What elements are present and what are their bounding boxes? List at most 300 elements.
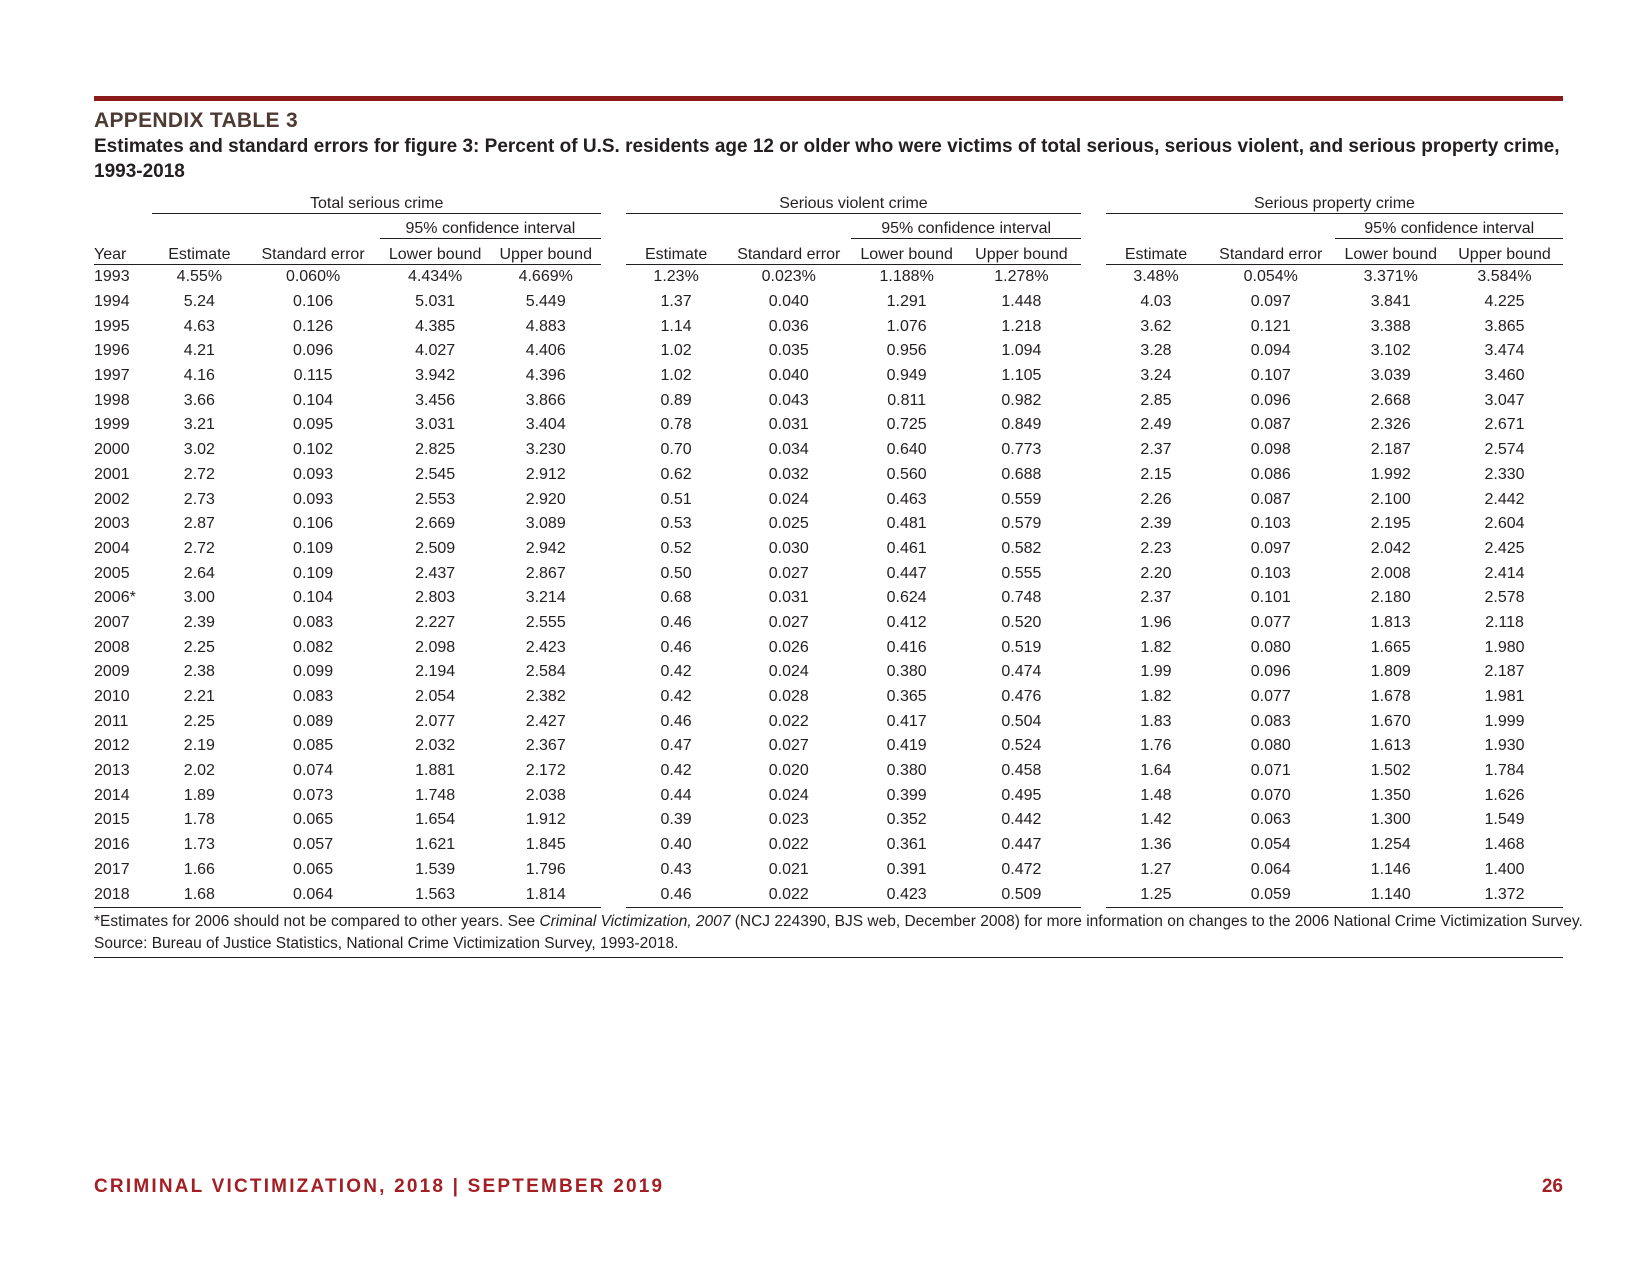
- value-cell: 2.38: [183, 663, 215, 681]
- value-cell: 0.065: [293, 860, 334, 878]
- value-cell: 0.064: [1250, 860, 1291, 878]
- value-cell: 1.218: [1001, 317, 1042, 335]
- value-cell: 1.25: [1106, 882, 1206, 907]
- value-cell: 3.00: [183, 589, 215, 607]
- value-cell: 1.291: [886, 293, 927, 311]
- value-cell: 0.52: [660, 539, 692, 557]
- value-cell: 0.391: [886, 860, 927, 878]
- value-cell: 0.417: [886, 712, 927, 730]
- column-header-estimate: Estimate: [626, 239, 726, 265]
- value-cell: 2.054: [415, 688, 456, 706]
- value-cell: 1.372: [1446, 882, 1563, 907]
- value-cell: 0.106: [293, 515, 334, 533]
- page: [94, 96, 1583, 958]
- value-cell: 1.82: [1140, 638, 1172, 656]
- value-cell: 2.37: [1140, 441, 1172, 459]
- value-cell: 0.365: [886, 688, 927, 706]
- value-cell: 0.022: [726, 882, 851, 907]
- value-cell: 3.404: [525, 416, 566, 434]
- value-cell: 4.434%: [408, 268, 463, 286]
- value-cell: 0.023%: [761, 268, 816, 286]
- value-cell: 2.555: [525, 613, 566, 631]
- value-cell: 0.107: [1250, 367, 1291, 385]
- value-cell: 0.024: [768, 490, 809, 508]
- footnote: *Estimates for 2006 should not be compared to other years. See Criminal Victimization, 2007 (NCJ 224390, BJS web, December 2008) for more information on changes to the 2006 National Crime Victimization Survey.: [94, 912, 1583, 930]
- value-cell: 2.02: [183, 762, 215, 780]
- value-cell: 2.187: [1370, 441, 1411, 459]
- value-cell: 2.25: [183, 712, 215, 730]
- value-cell: 0.51: [660, 490, 692, 508]
- source-note: Source: Bureau of Justice Statistics, National Crime Victimization Survey, 1993-2018.: [94, 934, 679, 952]
- value-cell: 1.278%: [994, 268, 1049, 286]
- value-cell: 0.474: [1001, 663, 1042, 681]
- value-cell: 2.867: [525, 564, 566, 582]
- table-row: [94, 512, 1563, 537]
- value-cell: 1.14: [660, 317, 692, 335]
- value-cell: 1.654: [415, 811, 456, 829]
- table-row: [94, 635, 1563, 660]
- value-cell: 2.437: [415, 564, 456, 582]
- value-cell: 1.670: [1370, 712, 1411, 730]
- year-cell: 2004: [94, 539, 130, 557]
- ci-header: 95% confidence interval: [1335, 214, 1563, 239]
- value-cell: 1.42: [1140, 811, 1172, 829]
- table-row: [94, 364, 1563, 389]
- value-cell: 0.020: [768, 762, 809, 780]
- value-cell: 1.78: [183, 811, 215, 829]
- year-cell: 2015: [94, 811, 130, 829]
- year-cell: 2007: [94, 613, 130, 631]
- value-cell: 2.100: [1370, 490, 1411, 508]
- value-cell: 0.982: [1001, 391, 1042, 409]
- value-cell: 0.097: [1250, 293, 1291, 311]
- value-cell: 0.087: [1250, 416, 1291, 434]
- value-cell: 2.668: [1370, 391, 1411, 409]
- value-cell: 0.849: [1001, 416, 1042, 434]
- value-cell: 2.187: [1484, 663, 1525, 681]
- value-cell: 0.057: [293, 836, 334, 854]
- value-cell: 0.40: [660, 836, 692, 854]
- value-cell: 0.083: [293, 688, 334, 706]
- value-cell: 1.539: [415, 860, 456, 878]
- value-cell: 0.624: [886, 589, 927, 607]
- value-cell: 0.555: [1001, 564, 1042, 582]
- value-cell: 2.73: [183, 490, 215, 508]
- value-cell: 0.097: [1250, 539, 1291, 557]
- value-cell: 1.99: [1140, 663, 1172, 681]
- ci-header-row: [94, 214, 1563, 239]
- value-cell: 0.021: [768, 860, 809, 878]
- value-cell: 1.626: [1484, 786, 1525, 804]
- value-cell: 1.89: [183, 786, 215, 804]
- column-header-row: [94, 239, 1563, 265]
- value-cell: 3.24: [1140, 367, 1172, 385]
- value-cell: 4.669%: [518, 268, 573, 286]
- value-cell: 3.388: [1370, 317, 1411, 335]
- value-cell: 2.442: [1484, 490, 1525, 508]
- value-cell: 0.054: [1250, 836, 1291, 854]
- value-cell: 1.96: [1140, 613, 1172, 631]
- value-cell: 1.665: [1370, 638, 1411, 656]
- value-cell: 1.814: [490, 882, 601, 907]
- value-cell: 3.62: [1140, 317, 1172, 335]
- year-cell: 2010: [94, 688, 130, 706]
- data-table: [94, 189, 1563, 908]
- value-cell: 3.460: [1484, 367, 1525, 385]
- year-cell: 1995: [94, 317, 130, 335]
- value-cell: 2.21: [183, 688, 215, 706]
- year-cell: 2017: [94, 860, 130, 878]
- appendix-label: APPENDIX TABLE 3: [94, 109, 298, 132]
- value-cell: 0.065: [293, 811, 334, 829]
- value-cell: 0.030: [768, 539, 809, 557]
- value-cell: 2.72: [183, 465, 215, 483]
- value-cell: 0.42: [660, 688, 692, 706]
- value-cell: 0.519: [1001, 638, 1042, 656]
- value-cell: 2.49: [1140, 416, 1172, 434]
- value-cell: 2.920: [525, 490, 566, 508]
- value-cell: 0.68: [660, 589, 692, 607]
- value-cell: 0.748: [1001, 589, 1042, 607]
- value-cell: 0.095: [293, 416, 334, 434]
- value-cell: 0.380: [886, 663, 927, 681]
- value-cell: 0.098: [1250, 441, 1291, 459]
- value-cell: 2.25: [183, 638, 215, 656]
- value-cell: 0.447: [1001, 836, 1042, 854]
- value-cell: 3.66: [183, 391, 215, 409]
- value-cell: 0.582: [1001, 539, 1042, 557]
- value-cell: 1.27: [1140, 860, 1172, 878]
- value-cell: 0.524: [1001, 737, 1042, 755]
- value-cell: 0.080: [1250, 737, 1291, 755]
- value-cell: 0.059: [1206, 882, 1335, 907]
- value-cell: 1.66: [183, 860, 215, 878]
- value-cell: 0.024: [768, 786, 809, 804]
- value-cell: 2.578: [1484, 589, 1525, 607]
- value-cell: 1.146: [1370, 860, 1411, 878]
- value-cell: 1.140: [1335, 882, 1446, 907]
- value-cell: 2.427: [525, 712, 566, 730]
- value-cell: 0.442: [1001, 811, 1042, 829]
- value-cell: 4.883: [525, 317, 566, 335]
- value-cell: 2.72: [183, 539, 215, 557]
- value-cell: 0.028: [768, 688, 809, 706]
- page-number: 26: [1541, 1176, 1563, 1197]
- value-cell: 1.37: [660, 293, 692, 311]
- value-cell: 0.064: [246, 882, 380, 907]
- value-cell: 0.094: [1250, 342, 1291, 360]
- year-cell: 2018: [94, 882, 152, 907]
- table-title: Estimates and standard errors for figure 3: Percent of U.S. residents age 12 or older who were victims of total serious, serious violent, and serious property crime, 1993-2018: [94, 136, 1560, 182]
- table-row: [94, 314, 1563, 339]
- table-row: [94, 660, 1563, 685]
- value-cell: 0.559: [1001, 490, 1042, 508]
- value-cell: 1.68: [152, 882, 246, 907]
- value-cell: 3.28: [1140, 342, 1172, 360]
- value-cell: 0.509: [962, 882, 1081, 907]
- value-cell: 1.254: [1370, 836, 1411, 854]
- year-cell: 2011: [94, 712, 129, 730]
- table-row: [94, 833, 1563, 858]
- table-row: [94, 561, 1563, 586]
- value-cell: 2.423: [525, 638, 566, 656]
- value-cell: 0.447: [886, 564, 927, 582]
- column-header-standard-error: Standard error: [1206, 239, 1335, 265]
- value-cell: 0.087: [1250, 490, 1291, 508]
- value-cell: 2.330: [1484, 465, 1525, 483]
- value-cell: 0.093: [293, 465, 334, 483]
- table-row: [94, 882, 1563, 907]
- year-cell: 2001: [94, 465, 130, 483]
- value-cell: 1.36: [1140, 836, 1172, 854]
- value-cell: 3.584%: [1477, 268, 1532, 286]
- value-cell: 2.545: [415, 465, 456, 483]
- value-cell: 0.096: [1250, 663, 1291, 681]
- value-cell: 2.19: [183, 737, 215, 755]
- table-row: [94, 438, 1563, 463]
- value-cell: 2.39: [183, 613, 215, 631]
- table-row: [94, 734, 1563, 759]
- value-cell: 0.43: [660, 860, 692, 878]
- value-cell: 3.230: [525, 441, 566, 459]
- value-cell: 0.50: [660, 564, 692, 582]
- value-cell: 2.227: [415, 613, 456, 631]
- value-cell: 0.077: [1250, 613, 1291, 631]
- value-cell: 2.37: [1140, 589, 1172, 607]
- value-cell: 0.082: [293, 638, 334, 656]
- value-cell: 1.468: [1484, 836, 1525, 854]
- value-cell: 1.48: [1140, 786, 1172, 804]
- table-row: [94, 685, 1563, 710]
- value-cell: 0.416: [886, 638, 927, 656]
- year-cell: 1997: [94, 367, 130, 385]
- value-cell: 2.574: [1484, 441, 1525, 459]
- value-cell: 1.992: [1370, 465, 1411, 483]
- value-cell: 4.027: [415, 342, 456, 360]
- value-cell: 1.448: [1001, 293, 1042, 311]
- year-cell: 1996: [94, 342, 130, 360]
- value-cell: 2.553: [415, 490, 456, 508]
- value-cell: 3.942: [415, 367, 456, 385]
- value-cell: 0.949: [886, 367, 927, 385]
- value-cell: 0.022: [768, 712, 809, 730]
- value-cell: 3.474: [1484, 342, 1525, 360]
- year-cell: 2006*: [94, 589, 136, 607]
- value-cell: 3.841: [1370, 293, 1411, 311]
- value-cell: 5.449: [525, 293, 566, 311]
- value-cell: 4.225: [1484, 293, 1525, 311]
- value-cell: 0.083: [293, 613, 334, 631]
- value-cell: 0.080: [1250, 638, 1291, 656]
- value-cell: 2.15: [1140, 465, 1172, 483]
- value-cell: 4.16: [183, 367, 215, 385]
- column-header-standard-error: Standard error: [246, 239, 380, 265]
- value-cell: 0.036: [768, 317, 809, 335]
- value-cell: 0.040: [768, 293, 809, 311]
- value-cell: 1.796: [525, 860, 566, 878]
- value-cell: 2.23: [1140, 539, 1172, 557]
- value-cell: 0.032: [768, 465, 809, 483]
- value-cell: 0.89: [660, 391, 692, 409]
- value-cell: 2.077: [415, 712, 456, 730]
- table-row: [94, 487, 1563, 512]
- value-cell: 1.621: [415, 836, 456, 854]
- table-row: [94, 858, 1563, 883]
- value-cell: 1.02: [660, 367, 692, 385]
- value-cell: 0.109: [293, 564, 334, 582]
- value-cell: 2.604: [1484, 515, 1525, 533]
- value-cell: 0.106: [293, 293, 334, 311]
- value-cell: 0.361: [886, 836, 927, 854]
- value-cell: 3.865: [1484, 317, 1525, 335]
- value-cell: 3.089: [525, 515, 566, 533]
- value-cell: 1.83: [1140, 712, 1172, 730]
- value-cell: 2.85: [1140, 391, 1172, 409]
- value-cell: 1.981: [1484, 688, 1525, 706]
- value-cell: 0.093: [293, 490, 334, 508]
- table-row: [94, 783, 1563, 808]
- value-cell: 0.089: [293, 712, 334, 730]
- value-cell: 2.87: [183, 515, 215, 533]
- value-cell: 0.44: [660, 786, 692, 804]
- value-cell: 2.326: [1370, 416, 1411, 434]
- value-cell: 2.195: [1370, 515, 1411, 533]
- value-cell: 1.02: [660, 342, 692, 360]
- table-row: [94, 413, 1563, 438]
- value-cell: 0.46: [660, 638, 692, 656]
- year-cell: 2002: [94, 490, 130, 508]
- table-row: [94, 709, 1563, 734]
- ci-header: 95% confidence interval: [380, 214, 601, 239]
- value-cell: 2.367: [525, 737, 566, 755]
- value-cell: 0.46: [660, 613, 692, 631]
- value-cell: 0.352: [886, 811, 927, 829]
- value-cell: 0.640: [886, 441, 927, 459]
- year-cell: 1994: [94, 293, 130, 311]
- year-cell: 2013: [94, 762, 130, 780]
- value-cell: 0.46: [660, 712, 692, 730]
- value-cell: 4.385: [415, 317, 456, 335]
- value-cell: 3.031: [415, 416, 456, 434]
- value-cell: 0.101: [1250, 589, 1291, 607]
- value-cell: 0.463: [886, 490, 927, 508]
- value-cell: 0.027: [768, 737, 809, 755]
- table-row: [94, 463, 1563, 488]
- value-cell: 0.043: [768, 391, 809, 409]
- value-cell: 0.023: [768, 811, 809, 829]
- table-row: [94, 759, 1563, 784]
- value-cell: 3.214: [525, 589, 566, 607]
- value-cell: 2.39: [1140, 515, 1172, 533]
- top-rule: [94, 96, 1563, 101]
- value-cell: 4.406: [525, 342, 566, 360]
- value-cell: 0.026: [768, 638, 809, 656]
- value-cell: 3.02: [183, 441, 215, 459]
- value-cell: 0.773: [1001, 441, 1042, 459]
- value-cell: 2.26: [1140, 490, 1172, 508]
- value-cell: 0.031: [768, 416, 809, 434]
- value-cell: 1.549: [1484, 811, 1525, 829]
- column-header-year: Year: [94, 239, 152, 265]
- value-cell: 1.350: [1370, 786, 1411, 804]
- column-header-upper-bound: Upper bound: [962, 239, 1081, 265]
- value-cell: 0.083: [1250, 712, 1291, 730]
- value-cell: 0.504: [1001, 712, 1042, 730]
- value-cell: 2.414: [1484, 564, 1525, 582]
- value-cell: 1.980: [1484, 638, 1525, 656]
- value-cell: 0.102: [293, 441, 334, 459]
- value-cell: 1.999: [1484, 712, 1525, 730]
- value-cell: 1.23%: [653, 268, 699, 286]
- column-header-estimate: Estimate: [152, 239, 246, 265]
- value-cell: 2.669: [415, 515, 456, 533]
- value-cell: 0.025: [768, 515, 809, 533]
- value-cell: 0.46: [626, 882, 726, 907]
- value-cell: 0.077: [1250, 688, 1291, 706]
- value-cell: 1.188%: [879, 268, 934, 286]
- value-cell: 1.784: [1484, 762, 1525, 780]
- table-row: [94, 265, 1563, 290]
- value-cell: 1.912: [525, 811, 566, 829]
- value-cell: 0.027: [768, 613, 809, 631]
- value-cell: 0.42: [660, 663, 692, 681]
- value-cell: 2.912: [525, 465, 566, 483]
- value-cell: 1.300: [1370, 811, 1411, 829]
- value-cell: 3.48%: [1133, 268, 1179, 286]
- value-cell: 0.481: [886, 515, 927, 533]
- column-header-lower-bound: Lower bound: [1335, 239, 1446, 265]
- value-cell: 2.584: [525, 663, 566, 681]
- value-cell: 2.825: [415, 441, 456, 459]
- value-cell: 0.104: [293, 589, 334, 607]
- value-cell: 2.098: [415, 638, 456, 656]
- value-cell: 0.579: [1001, 515, 1042, 533]
- value-cell: 3.047: [1484, 391, 1525, 409]
- value-cell: 0.39: [660, 811, 692, 829]
- value-cell: 0.115: [293, 367, 333, 385]
- value-cell: 4.63: [183, 317, 215, 335]
- value-cell: 2.038: [525, 786, 566, 804]
- value-cell: 0.412: [886, 613, 927, 631]
- value-cell: 0.071: [1250, 762, 1291, 780]
- value-cell: 0.956: [886, 342, 927, 360]
- value-cell: 4.03: [1140, 293, 1172, 311]
- value-cell: 0.42: [660, 762, 692, 780]
- value-cell: 1.563: [380, 882, 491, 907]
- value-cell: 0.086: [1250, 465, 1291, 483]
- value-cell: 0.063: [1250, 811, 1291, 829]
- value-cell: 0.472: [1001, 860, 1042, 878]
- group-header-serious-violent: Serious violent crime: [626, 189, 1081, 214]
- value-cell: 0.060%: [285, 268, 341, 286]
- value-cell: 0.520: [1001, 613, 1042, 631]
- value-cell: 0.085: [293, 737, 334, 755]
- group-header-row: [94, 189, 1563, 214]
- year-cell: 2000: [94, 441, 130, 459]
- value-cell: 0.419: [886, 737, 927, 755]
- value-cell: 2.118: [1485, 613, 1524, 631]
- value-cell: 1.748: [415, 786, 456, 804]
- value-cell: 0.560: [886, 465, 927, 483]
- year-cell: 1993: [94, 268, 130, 286]
- value-cell: 2.64: [183, 564, 215, 582]
- value-cell: 1.64: [1140, 762, 1172, 780]
- value-cell: 0.70: [660, 441, 692, 459]
- value-cell: 0.034: [768, 441, 809, 459]
- value-cell: 2.032: [415, 737, 456, 755]
- value-cell: 1.809: [1370, 663, 1411, 681]
- value-cell: 3.039: [1370, 367, 1411, 385]
